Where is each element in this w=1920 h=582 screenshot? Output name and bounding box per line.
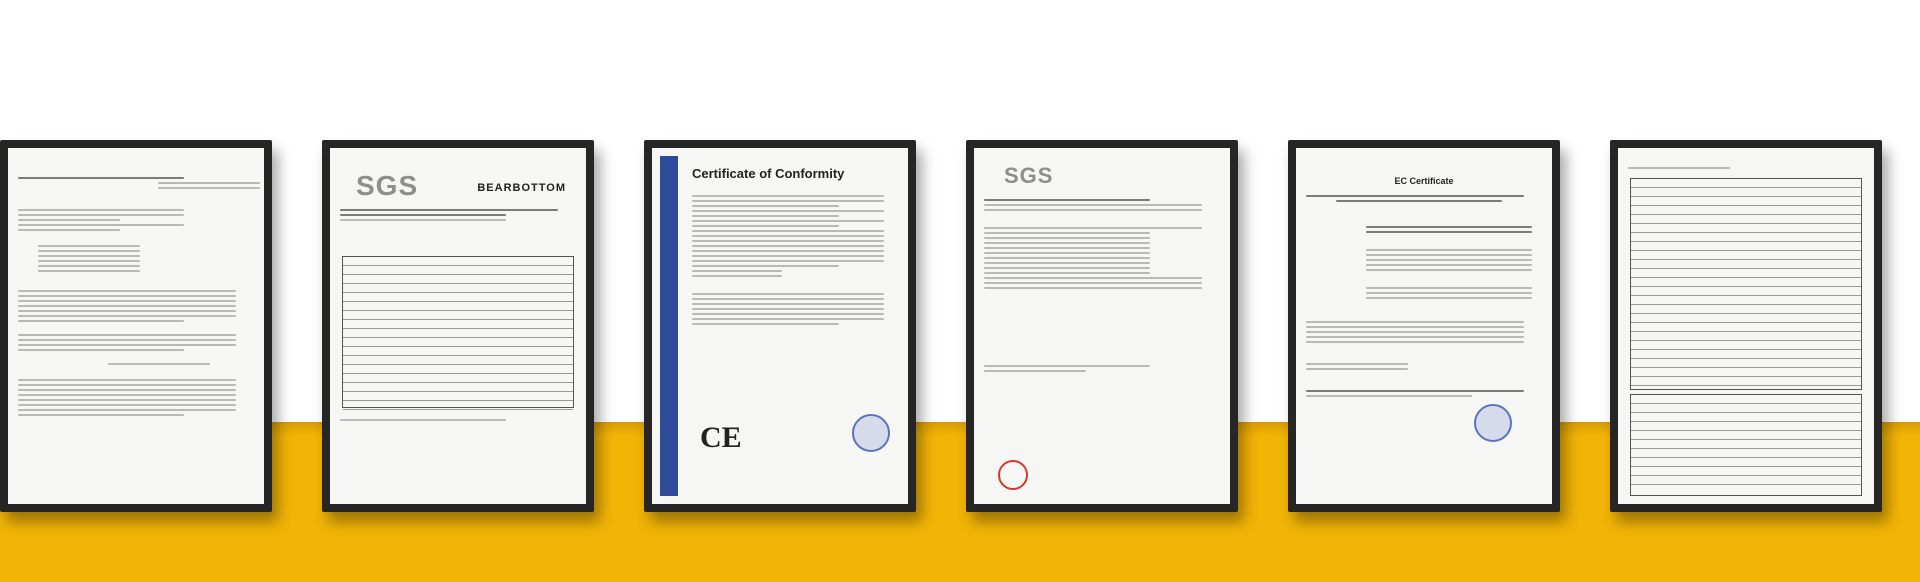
- certificate-paper-6: [1618, 148, 1874, 504]
- sgs-logo: SGS: [356, 170, 419, 201]
- sgs-logo-2: SGS: [1004, 163, 1054, 188]
- red-stamp: [998, 460, 1028, 490]
- official-seal: [852, 414, 890, 452]
- ec-certificate-title: EC Certificate: [1394, 176, 1454, 186]
- certificate-frame-1: [0, 140, 272, 512]
- certificate-paper-2: [330, 148, 586, 504]
- certificate-paper-3: [652, 148, 908, 504]
- ce-mark: CE: [700, 420, 742, 454]
- certificate-paper-4: [974, 148, 1230, 504]
- certificate-frame-2: [322, 140, 594, 512]
- certificate-paper-1: [8, 148, 264, 504]
- certificate-frame-3: [644, 140, 916, 512]
- certificate-frame-4: [966, 140, 1238, 512]
- signature-table: [1630, 394, 1862, 496]
- certificate-title: Certificate of Conformity: [692, 166, 845, 181]
- certificate-paper-5: [1296, 148, 1552, 504]
- notified-body-seal: [1474, 404, 1512, 442]
- brand-logo: BEARBOTTOM: [477, 182, 566, 194]
- certificate-side-stripe: [660, 156, 678, 496]
- registration-table: [1630, 178, 1862, 390]
- report-table: [342, 256, 574, 408]
- certificate-frame-5: [1288, 140, 1560, 512]
- certificate-frame-6: [1610, 140, 1882, 512]
